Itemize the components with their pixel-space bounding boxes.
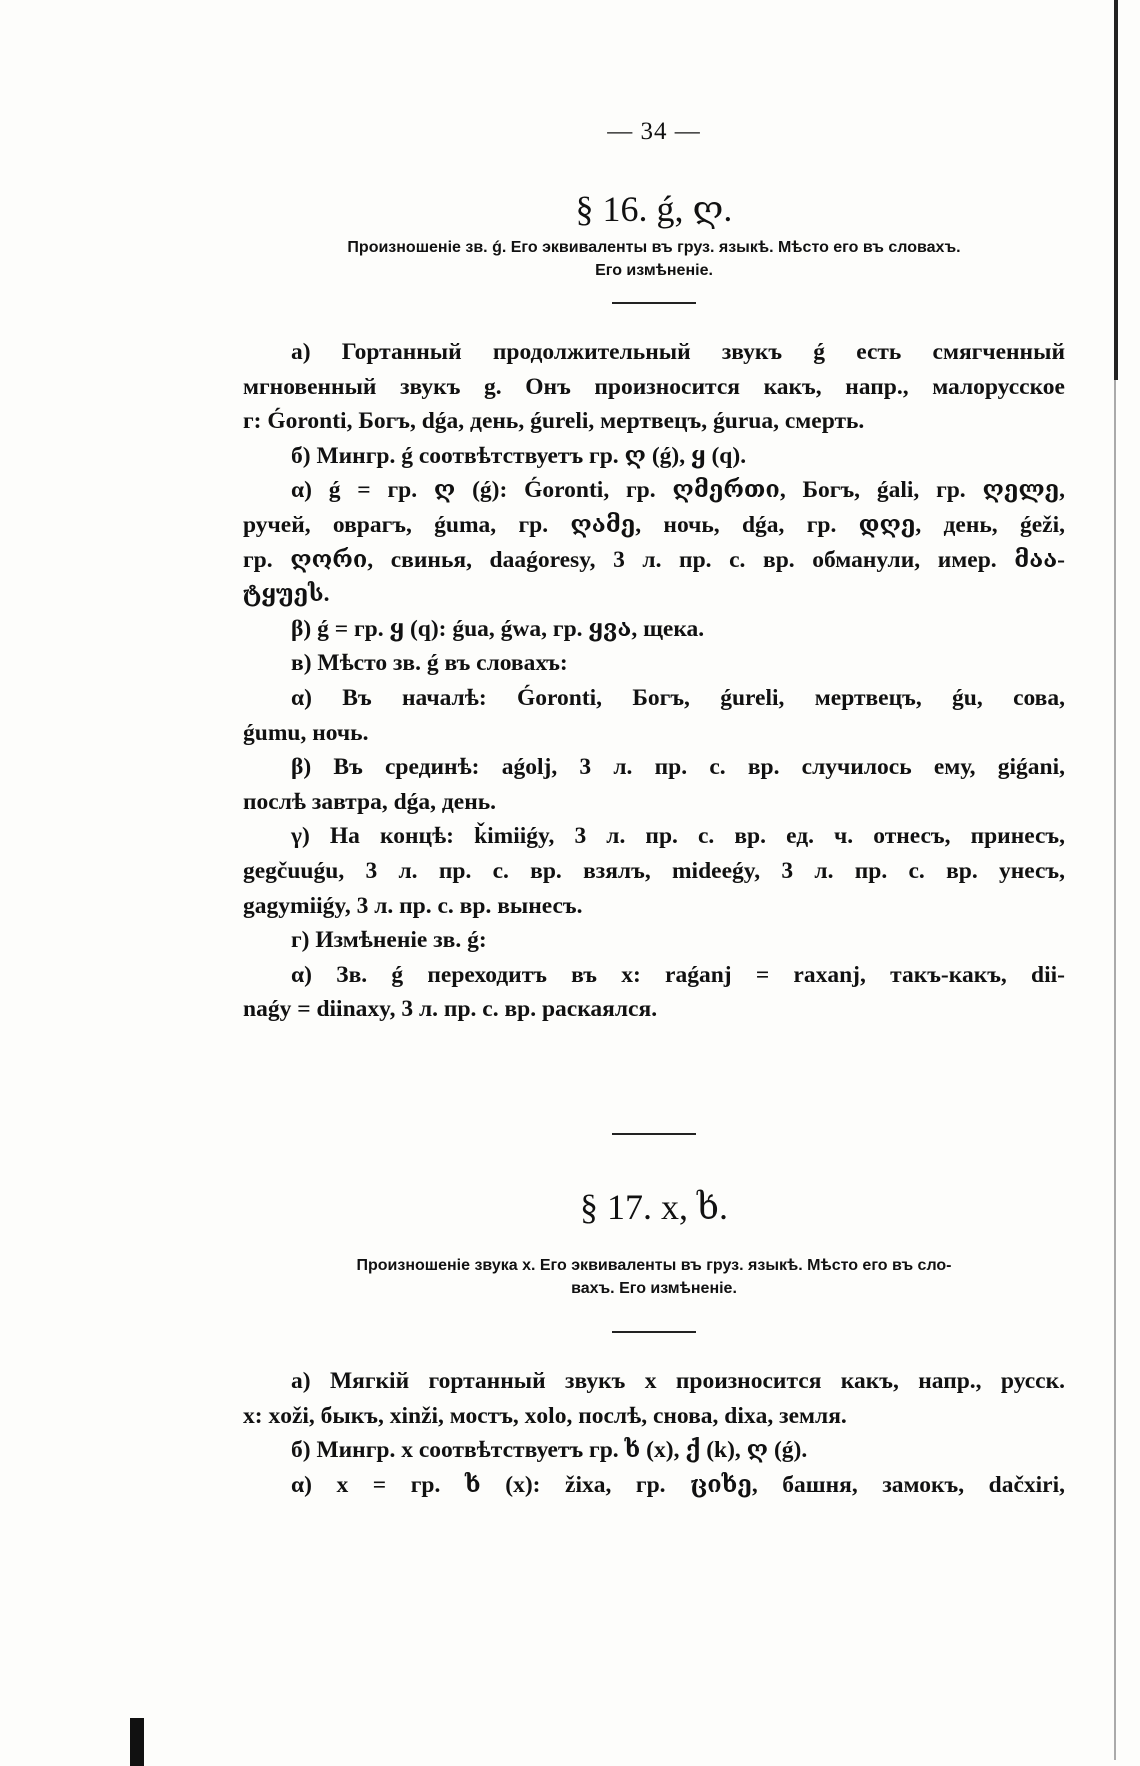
body-line: α) x = гр. ხ (x): žixa, гр. ციხე, башня, замокъ, dačxiri, — [291, 1471, 1065, 1498]
body-line: б) Мингр. ǵ соотвѣтствуетъ гр. ღ (ǵ), ყ (q). — [291, 442, 747, 469]
body-line: г) Измѣненіе зв. ǵ: — [291, 927, 487, 954]
section-divider — [612, 1133, 696, 1135]
section-17-title: § 17. x, ხ. — [579, 1187, 729, 1227]
body-line: γ) На концѣ: ǩimiiǵy, 3 л. пр. с. вр. ед. ч. отнесъ, принесъ, — [291, 823, 1065, 850]
body-line: gagymiiǵy, 3 л. пр. с. вр. вынесъ. — [243, 892, 583, 919]
scan-corner-mark — [130, 1718, 144, 1766]
body-line: б) Мингр. x соотвѣтствуетъ гр. ხ (x), ქ (k), ღ (ǵ). — [291, 1437, 808, 1464]
section-16-title: § 16. ǵ, ღ. — [575, 189, 733, 229]
body-line: α) Въ началѣ: Ǵoronti, Богъ, ǵureli, мертвецъ, ǵu, сова, — [291, 684, 1065, 711]
body-line: мгновенный звукъ g. Онъ произносится какъ, напр., малорусское — [243, 373, 1065, 400]
page-number: — 34 — — [607, 118, 701, 145]
body-line: а) Гортанный продолжительный звукъ ǵ есть смягченный — [291, 339, 1065, 365]
body-line: послѣ завтра, dǵa, день. — [243, 788, 497, 815]
page-edge-line — [1114, 380, 1116, 1760]
section-16-body — [243, 335, 1065, 1027]
body-line: α) Зв. ǵ переходитъ въ x: raǵanj = raxanj, такъ-какъ, dii- — [291, 961, 1065, 988]
body-line: α) ǵ = гр. ღ (ǵ): Ǵoronti, гр. ღმერთი, Богъ, ǵali, гр. ღელე, — [291, 477, 1065, 504]
body-line: гр. ღორი, свинья, daaǵoresy, 3 л. пр. с. вр. обманули, имер. მაა- — [243, 546, 1065, 573]
summary-line: Его измѣненіе. — [595, 262, 713, 279]
body-line: в) Мѣсто зв. ǵ въ словахъ: — [291, 650, 568, 677]
body-line: naǵy = diinaxy, 3 л. пр. с. вр. раскаялся. — [243, 996, 658, 1023]
body-line: ручей, оврагъ, ǵuma, гр. ღამე, ночь, dǵa, гр. დღე, день, ǵeži, — [243, 511, 1065, 538]
section-divider — [612, 302, 696, 304]
section-16-summary — [243, 236, 1065, 282]
section-divider — [612, 1331, 696, 1333]
summary-line: вахъ. Его измѣненіе. — [571, 1280, 737, 1297]
body-line: ტყუეს. — [243, 581, 330, 608]
page-edge-shadow — [1114, 0, 1118, 380]
body-line: ǵumu, ночь. — [243, 719, 369, 746]
summary-line: Произношеніе зв. ǵ. Его эквиваленты въ груз. языкѣ. Мѣсто его въ словахъ. — [347, 239, 961, 256]
section-17-body — [243, 1364, 1065, 1502]
body-line: x: xoži, быкъ, xinži, мостъ, xolo, послѣ, снова, dixa, земля. — [243, 1402, 847, 1429]
section-17-summary — [243, 1254, 1065, 1300]
body-line: г: Ǵoronti, Богъ, dǵa, день, ǵureli, мертвецъ, ǵurua, смерть. — [243, 408, 865, 435]
summary-line: Произношеніе звука x. Его эквиваленты въ груз. языкѣ. Мѣсто его въ сло- — [356, 1257, 952, 1274]
body-line: gegčuuǵu, 3 л. пр. с. вр. взялъ, mideeǵy, 3 л. пр. с. вр. унесъ, — [243, 857, 1065, 884]
body-line: β) ǵ = гр. ყ (q): ǵua, ǵwa, гр. ყვა, щека. — [291, 615, 705, 642]
body-line: а) Мягкій гортанный звукъ x произносится какъ, напр., русск. — [291, 1368, 1065, 1394]
body-line: β) Въ срединѣ: aǵolj, 3 л. пр. с. вр. случилось ему, giǵani, — [291, 754, 1065, 781]
